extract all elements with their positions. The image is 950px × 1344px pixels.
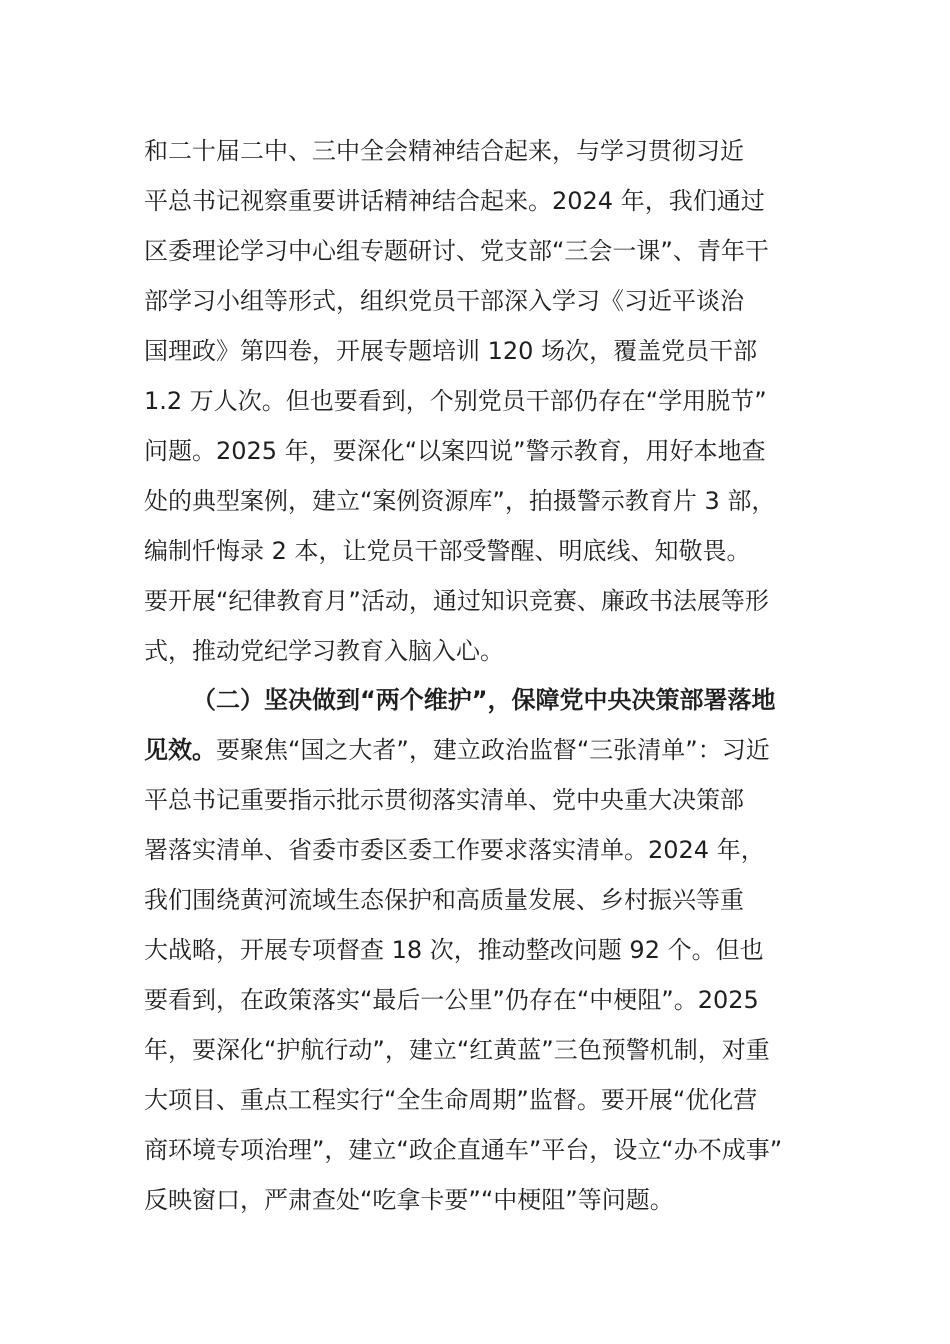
text-line: 我们围绕黄河流域生态保护和高质量发展、乡村振兴等重	[144, 886, 744, 914]
section-heading-end: 见效。	[144, 736, 216, 764]
section-heading: （二）坚决做到“两个维护”，保障党中央决策部署落地	[192, 686, 776, 714]
text-line: 反映窗口，严肃查处“吃拿卡要”“中梗阻”等问题。	[144, 1186, 674, 1214]
paragraph-1	[144, 126, 806, 676]
text-line	[144, 725, 806, 775]
text-line: 大项目、重点工程实行“全生命周期”监督。要开展“优化营	[144, 1086, 758, 1114]
text-line: 年，要深化“护航行动”，建立“红黄蓝”三色预警机制，对重	[144, 1036, 770, 1064]
text-line: 国理政》第四卷，开展专题培训 120 场次，覆盖党员干部	[144, 337, 758, 365]
text-line: 商环境专项治理”，建立“政企直通车”平台，设立“办不成事”	[144, 1136, 783, 1164]
text-line: 编制忏悔录 2 本，让党员干部受警醒、明底线、知敬畏。	[144, 537, 751, 565]
text-line: 平总书记视察重要讲话精神结合起来。2024 年，我们通过	[144, 187, 765, 215]
text-line: 式，推动党纪学习教育入脑入心。	[144, 637, 504, 665]
text-line: 问题。2025 年，要深化“以案四说”警示教育，用好本地查	[144, 437, 766, 465]
text-line: 要开展“纪律教育月”活动，通过知识竞赛、廉政书法展等形	[144, 587, 769, 615]
text-line: 处的典型案例，建立“案例资源库”，拍摄警示教育片 3 部，	[144, 487, 776, 515]
text-line: 区委理论学习中心组专题研讨、党支部“三会一课”、青年干	[144, 237, 769, 265]
text-line: 平总书记重要指示批示贯彻落实清单、党中央重大决策部	[144, 786, 744, 814]
text-line: 大战略，开展专项督查 18 次，推动整改问题 92 个。但也	[144, 936, 764, 964]
text-line: 和二十届二中、三中全会精神结合起来，与学习贯彻习近	[144, 137, 744, 165]
text-line: 要看到，在政策落实“最后一公里”仍存在“中梗阻”。2025	[144, 986, 759, 1014]
text-line: 1.2 万人次。但也要看到，个别党员干部仍存在“学用脱节”	[144, 387, 767, 415]
text-line-rest: 要聚焦“国之大者”，建立政治监督“三张清单”：习近	[216, 736, 770, 764]
paragraph-2	[144, 675, 806, 1225]
text-line: 署落实清单、省委市委区委工作要求落实清单。2024 年，	[144, 836, 765, 864]
text-line: 部学习小组等形式，组织党员干部深入学习《习近平谈治	[144, 287, 744, 315]
